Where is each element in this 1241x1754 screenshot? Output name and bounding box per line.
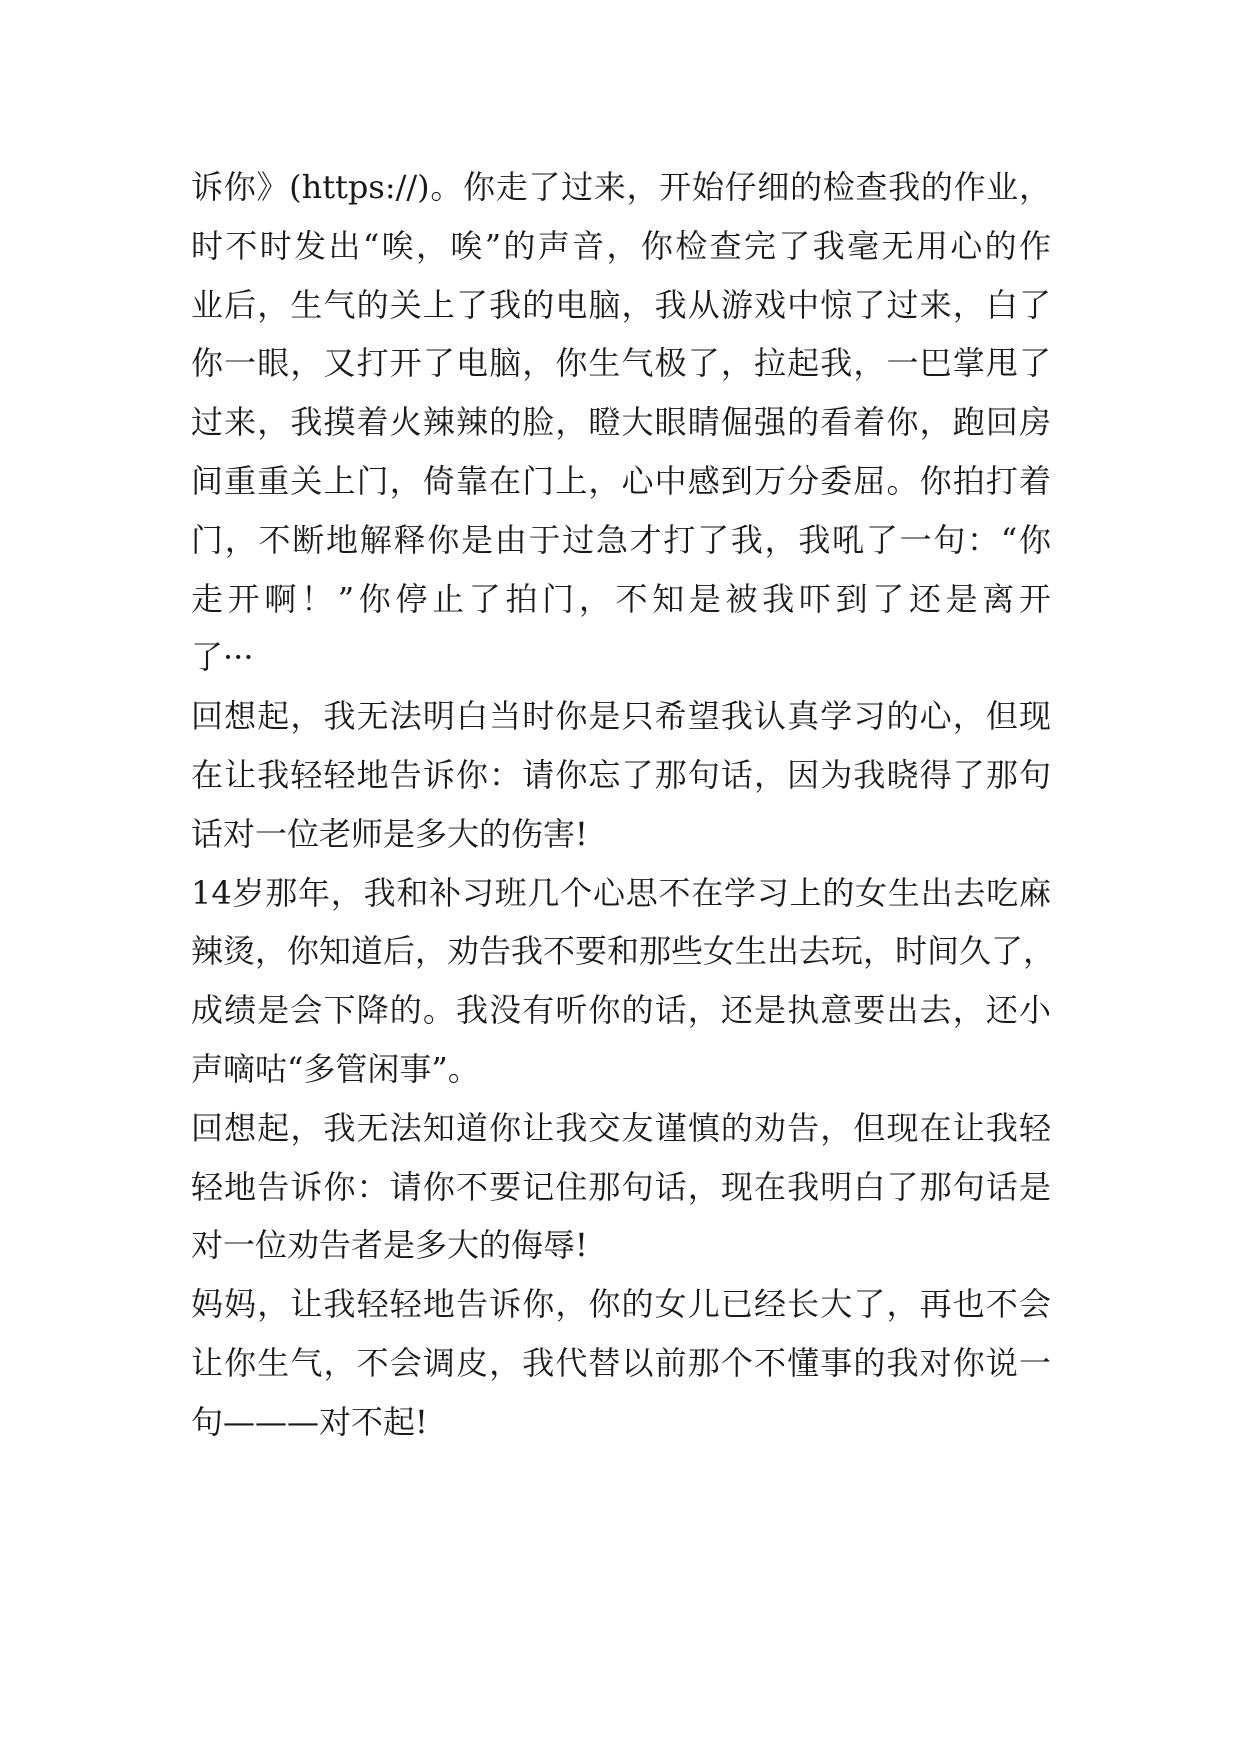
text-line: 时不时发出“唉，唉”的声音，你检查完了我毫无用心的作 (191, 226, 1051, 265)
text-line: 轻地告诉你：请你不要记住那句话，现在我明白了那句话是 (191, 1167, 1051, 1206)
text-line: 间重重关上门，倚靠在门上，心中感到万分委屈。你拍打着 (191, 461, 1051, 500)
text-line: 妈妈，让我轻轻地告诉你，你的女儿已经长大了，再也不会 (191, 1285, 1051, 1324)
text-line: 句———对不起! (191, 1402, 428, 1441)
text-line: 走开啊！”你停止了拍门，不知是被我吓到了还是离开 (191, 579, 1051, 618)
text-line: 成绩是会下降的。我没有听你的话，还是执意要出去，还小 (191, 991, 1051, 1030)
text-line: 让你生气，不会调皮，我代替以前那个不懂事的我对你说一 (191, 1343, 1051, 1382)
text-line: 声嘀咕“多管闲事”。 (191, 1049, 480, 1088)
text-line: 话对一位老师是多大的伤害! (191, 814, 588, 853)
text-line: 门，不断地解释你是由于过急才打了我，我吼了一句：“你 (191, 520, 1051, 559)
text-line: 诉你》(https://)。你走了过来，开始仔细的检查我的作业， (191, 168, 1051, 206)
text-line: 在让我轻轻地告诉你：请你忘了那句话，因为我晓得了那句 (191, 755, 1051, 794)
text-line: 辣烫，你知道后，劝告我不要和那些女生出去玩，时间久了， (191, 932, 1056, 971)
text-line: 你一眼，又打开了电脑，你生气极了，拉起我，一巴掌甩了 (191, 344, 1051, 383)
text-line: 业后，生气的关上了我的电脑，我从游戏中惊了过来，白了 (191, 285, 1051, 324)
body-text (191, 158, 1056, 1452)
text-line: 对一位劝告者是多大的侮辱! (191, 1226, 588, 1265)
text-line: 过来，我摸着火辣辣的脸，瞪大眼睛倔强的看着你，跑回房 (191, 403, 1051, 442)
text-line: 了··· (191, 638, 254, 677)
text-line: 14岁那年，我和补习班几个心思不在学习上的女生出去吃麻 (191, 873, 1051, 912)
text-line: 回想起，我无法明白当时你是只希望我认真学习的心，但现 (191, 697, 1051, 736)
text-line: 回想起，我无法知道你让我交友谨慎的劝告，但现在让我轻 (191, 1108, 1051, 1147)
